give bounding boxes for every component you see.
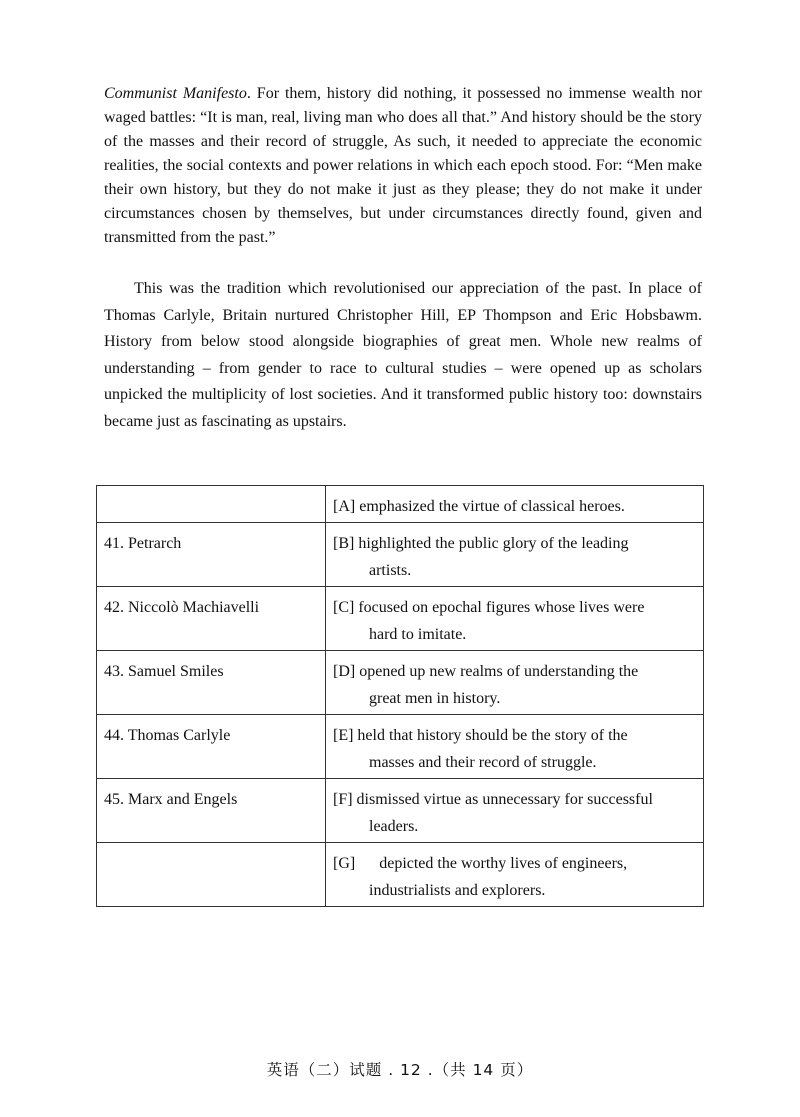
matching-table	[96, 485, 704, 907]
option-text: [A] emphasized the virtue of classical heroes.	[333, 498, 625, 515]
table-row	[97, 779, 704, 843]
paragraph-2-text: This was the tradition which revolutionised our appreciation of the past. In place of Thomas Carlyle, Britain nurtured Christopher Hill, EP Thompson and Eric Hobsbawm. History from below stood alongside biographies of great men. Whole new realms of understanding – from gender to race to cultural studies – were opened up as scholars unpicked the multiplicity of lost societies. And it transformed public history too: downstairs became just as fascinating as upstairs.	[104, 280, 702, 430]
option-cell	[326, 587, 704, 651]
option-cell	[326, 779, 704, 843]
option-text-continued: great men in history.	[369, 690, 501, 707]
option-text: [C] focused on epochal figures whose lives were	[333, 599, 645, 616]
option-text: [F] dismissed virtue as unnecessary for successful	[333, 791, 653, 808]
passage-paragraph-2	[104, 276, 702, 435]
item-cell: 44. Thomas Carlyle	[97, 715, 326, 779]
option-cell	[326, 715, 704, 779]
table-row	[97, 523, 704, 587]
table-row	[97, 587, 704, 651]
table-row	[97, 715, 704, 779]
option-text-continued: industrialists and explorers.	[369, 882, 546, 899]
item-cell	[97, 486, 326, 523]
item-cell: 42. Niccolò Machiavelli	[97, 587, 326, 651]
option-text-continued: masses and their record of struggle.	[369, 754, 597, 771]
passage-paragraph-1	[104, 82, 702, 250]
option-cell	[326, 843, 704, 907]
option-text-continued: leaders.	[369, 818, 419, 835]
paragraph-1-text: . For them, history did nothing, it possessed no immense wealth nor waged battles: “It is man, real, living man who does all that.” And history should be the story of the masses and their record of struggle, As such, it needed to appreciate the economic realities, the social contexts and power relations in which each epoch stood. For: “Men make their own history, but they do not make it just as they please; they do not make it under circumstances chosen by themselves, but under circumstances directly found, given and transmitted from the past.”	[104, 85, 702, 246]
option-text: [E] held that history should be the story of the	[333, 727, 628, 744]
option-text-continued: hard to imitate.	[369, 626, 467, 643]
italic-title: Communist Manifesto	[104, 85, 247, 102]
table-row	[97, 486, 704, 523]
option-text-continued: artists.	[369, 562, 412, 579]
option-cell	[326, 651, 704, 715]
item-cell: 45. Marx and Engels	[97, 779, 326, 843]
option-text: [G] depicted the worthy lives of engineers,	[333, 855, 628, 872]
page-footer: 英语（二）试题 . 12 .（共 14 页）	[266, 1061, 534, 1079]
option-text: [B] highlighted the public glory of the leading	[333, 535, 629, 552]
option-cell	[326, 523, 704, 587]
table-row	[97, 651, 704, 715]
item-cell	[97, 843, 326, 907]
option-text: [D] opened up new realms of understanding the	[333, 663, 639, 680]
option-cell	[326, 486, 704, 523]
item-cell: 43. Samuel Smiles	[97, 651, 326, 715]
table-row	[97, 843, 704, 907]
item-cell: 41. Petrarch	[97, 523, 326, 587]
